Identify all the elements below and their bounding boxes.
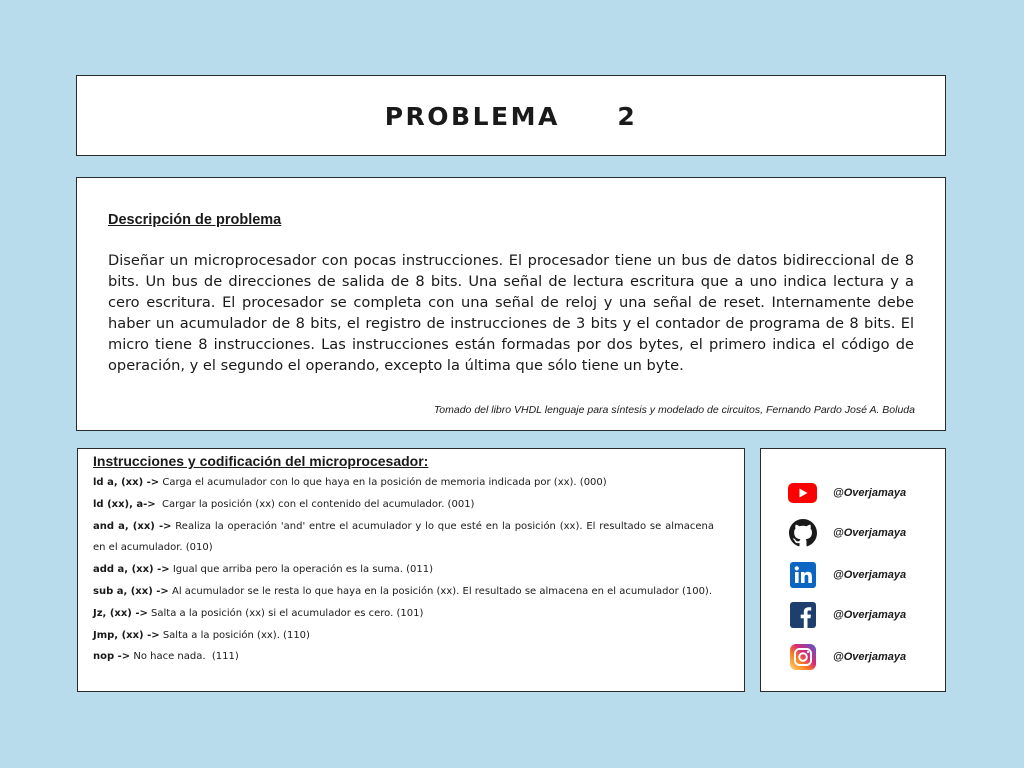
instruction-item bbox=[93, 472, 714, 494]
instruction-description: Salta a la posición (xx). (110) bbox=[159, 629, 310, 641]
instruction-command: Jmp, (xx) -> bbox=[93, 629, 160, 641]
instagram-icon[interactable] bbox=[788, 643, 817, 671]
instruction-item bbox=[93, 559, 714, 581]
instruction-item bbox=[93, 494, 714, 516]
page-title: PROBLEMA 2 bbox=[384, 102, 638, 131]
instruction-description: Al acumulador se le resta lo que haya en la posición (xx). El resultado se almacena en el acumulador (100). bbox=[168, 585, 713, 597]
instruction-description: Carga el acumulador con lo que haya en la posición de memoria indicada por (xx). (000) bbox=[159, 477, 607, 488]
description-heading: Descripción de problema bbox=[108, 212, 282, 228]
instruction-description: Igual que arriba pero la operación es la suma. (011) bbox=[169, 564, 433, 576]
instruction-item bbox=[93, 603, 714, 625]
instruction-item bbox=[93, 516, 714, 560]
description-source: Tomado del libro VHDL lenguaje para síntesis y modelado de circuitos, Fernando Pardo José A. Boluda bbox=[433, 404, 915, 416]
social-youtube[interactable] bbox=[788, 479, 906, 507]
facebook-icon[interactable] bbox=[788, 601, 817, 629]
social-handle[interactable]: @Overjamaya bbox=[833, 569, 907, 581]
instruction-command: sub a, (xx) -> bbox=[93, 585, 169, 597]
instruction-command: ld (xx), a-> bbox=[93, 498, 156, 510]
youtube-icon[interactable] bbox=[788, 479, 817, 507]
instruction-description: Realiza la operación 'and' entre el acumulador y lo que esté en la posición (xx). El resultado se almacena en el acumulador. (010) bbox=[93, 520, 714, 554]
instruction-item bbox=[93, 581, 714, 603]
social-linkedin[interactable] bbox=[788, 561, 906, 589]
instruction-description: Cargar la posición (xx) con el contenido del acumulador. (001) bbox=[155, 498, 475, 510]
instructions-heading: Instrucciones y codificación del microprocesador: bbox=[93, 453, 429, 469]
instruction-command: nop -> bbox=[93, 651, 131, 663]
instruction-description: No hace nada. (111) bbox=[130, 651, 239, 663]
instruction-item bbox=[93, 646, 714, 668]
social-links-box bbox=[760, 448, 946, 692]
social-handle[interactable]: @Overjamaya bbox=[833, 487, 907, 499]
github-icon[interactable] bbox=[788, 519, 817, 547]
instruction-command: ld a, (xx) -> bbox=[93, 477, 160, 488]
social-instagram[interactable] bbox=[788, 643, 906, 671]
instruction-description: Salta a la posición (xx) si el acumulador es cero. (101) bbox=[147, 607, 424, 619]
social-handle[interactable]: @Overjamaya bbox=[833, 609, 907, 621]
instruction-command: and a, (xx) -> bbox=[93, 520, 172, 532]
description-box bbox=[76, 177, 946, 431]
instruction-command: add a, (xx) -> bbox=[93, 564, 170, 576]
description-body: Diseñar un microprocesador con pocas instrucciones. El procesador tiene un bus de datos bidireccional de 8 bits. Un bus de direcciones de salida de 8 bits. Una señal de lectura escritura que a uno indica lectura y a cero escritura. El procesador se completa con una señal de reloj y una señal de reset. Internamente debe haber un acumulador de 8 bits, el registro de instrucciones de 3 bits y el contador de programa de 8 bits. El micro tiene 8 instrucciones. Las instrucciones están formadas por dos bytes, el primero indica el código de operación, y el segundo el operando, excepto la última que sólo tiene un byte. bbox=[108, 252, 914, 374]
instruction-command: Jz, (xx) -> bbox=[93, 607, 148, 619]
social-github[interactable] bbox=[788, 519, 906, 547]
linkedin-icon[interactable] bbox=[788, 561, 817, 589]
social-handle[interactable]: @Overjamaya bbox=[833, 651, 907, 663]
social-facebook[interactable] bbox=[788, 601, 906, 629]
instructions-box bbox=[77, 448, 745, 692]
instruction-list bbox=[93, 472, 714, 668]
social-handle[interactable]: @Overjamaya bbox=[833, 527, 907, 539]
instruction-item bbox=[93, 625, 714, 647]
title-box bbox=[76, 75, 946, 156]
